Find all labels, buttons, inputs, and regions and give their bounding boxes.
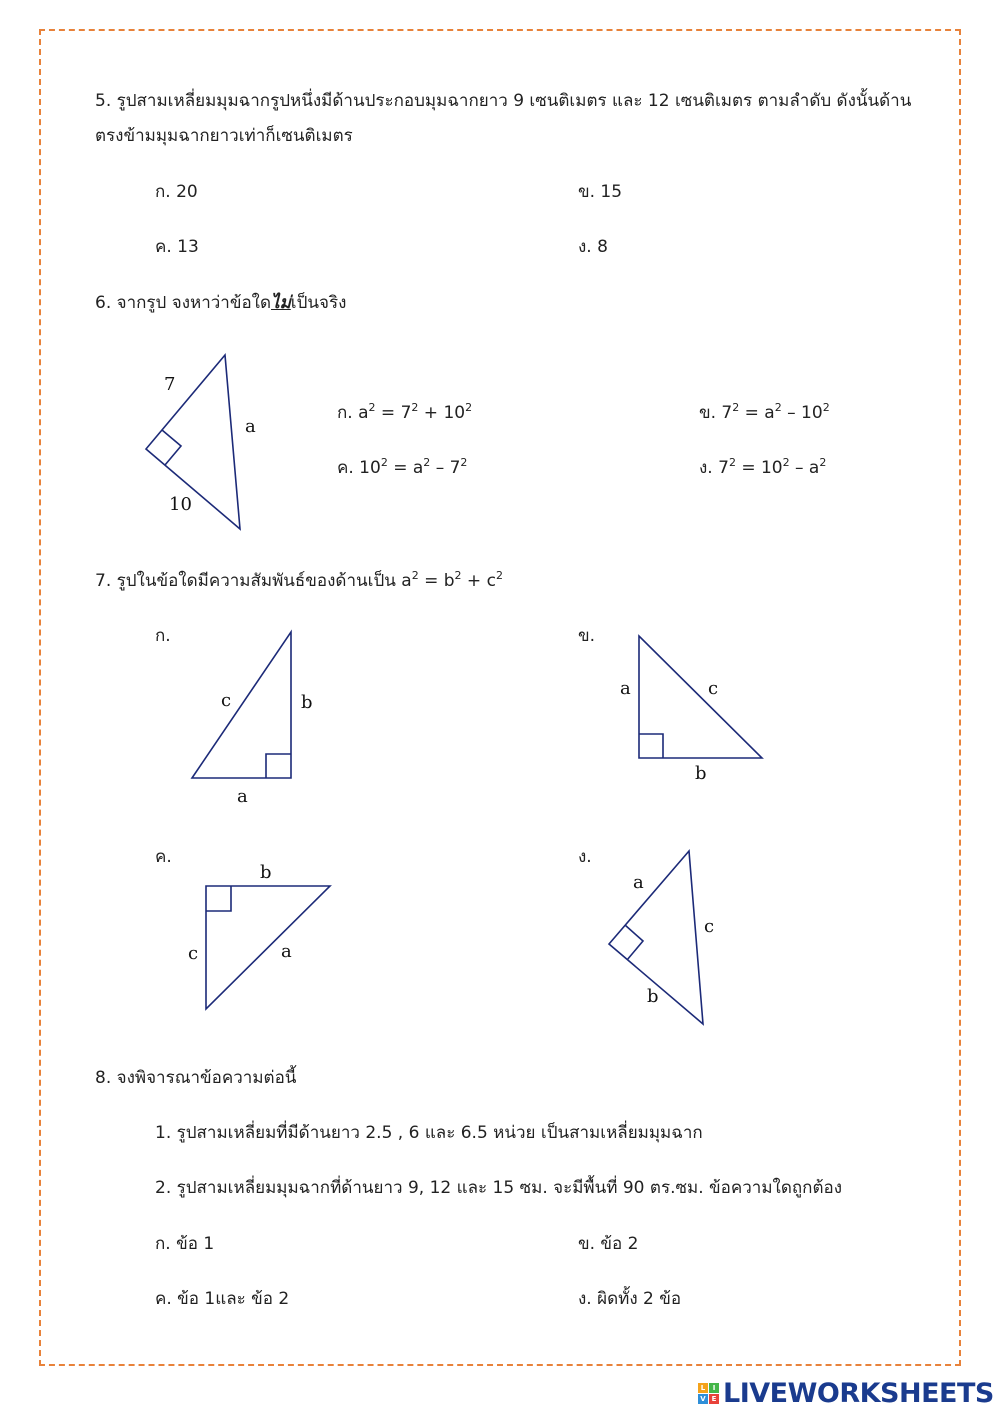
q7-right-angle-a — [266, 754, 291, 778]
q6-choice-c[interactable]: ค. $10^2 = a^2 - 7^2$ — [337, 456, 468, 478]
q7-choice-c-label[interactable]: ค. — [155, 847, 172, 867]
q6-suffix: เป็นจริง — [290, 293, 347, 313]
q7-a-side-b: b — [301, 692, 313, 713]
q5-choice-b[interactable]: ข. 15 — [578, 182, 623, 202]
q5-text-line1: 5. รูปสามเหลี่ยมมุมฉากรูปหนึ่งมีด้านประกอบมุมฉากยาว 9 เซนติเมตร และ 12 เซนติเมตร ตามลำดับ ดังนั้นด้าน — [95, 91, 912, 111]
liveworksheets-logo[interactable] — [698, 1378, 994, 1408]
q8-statement-2: 2. รูปสามเหลี่ยมมุมฉากที่ด้านยาว 9, 12 และ 15 ซม. จะมีพื้นที่ 90 ตร.ซม. ข้อความใดถูกต้อง — [155, 1178, 843, 1198]
q7-triangle-b — [639, 636, 762, 758]
q6-side-bottom: 10 — [169, 494, 192, 515]
q7-choice-a-label[interactable]: ก. — [155, 626, 171, 646]
q8-question: 8. จงพิจารณาข้อความต่อนี้ — [95, 1068, 297, 1088]
q5-text-line2: ตรงข้ามมุมฉากยาวเท่าก็เซนติเมตร — [95, 126, 353, 146]
q7-question: 7. รูปในข้อใดมีความสัมพันธ์ของด้านเป็น $a^2 = b^2 + c^2$ — [95, 569, 503, 591]
q5-choice-d[interactable]: ง. 8 — [578, 237, 608, 257]
q6-choice-a[interactable]: ก. $a^2 = 7^2 + 10^2$ — [337, 401, 473, 423]
q7-c-side-b: b — [260, 862, 272, 883]
q7-a-side-a: a — [237, 786, 248, 807]
liveworksheets-logo-text: LIVEWORKSHEETS — [723, 1377, 994, 1409]
q7-b-side-a: a — [620, 678, 631, 699]
q7-c-side-a: a — [281, 941, 292, 962]
q6-choice-b[interactable]: ข. $7^2 = a^2 - 10^2$ — [699, 401, 830, 423]
q6-side-right: a — [245, 416, 256, 437]
q6-emphasis: ไม่ — [271, 293, 291, 313]
q7-right-angle-b — [639, 734, 663, 758]
q7-a-side-c: c — [221, 690, 232, 711]
q7-b-side-c: c — [708, 678, 719, 699]
q6-choice-d[interactable]: ง. $7^2 = 10^2 - a^2$ — [699, 456, 827, 478]
q7-right-angle-d — [625, 925, 643, 960]
q8-choice-b[interactable]: ข. ข้อ 2 — [578, 1234, 639, 1254]
q7-d-side-c: c — [704, 916, 715, 937]
q8-choice-a[interactable]: ก. ข้อ 1 — [155, 1234, 215, 1254]
q7-c-side-c: c — [188, 943, 199, 964]
q8-choice-d[interactable]: ง. ผิดทั้ง 2 ข้อ — [578, 1289, 682, 1309]
q7-b-side-b: b — [695, 763, 707, 784]
q7-d-side-a: a — [633, 872, 644, 893]
q6-prefix: 6. จากรูป จงหาว่าข้อใด — [95, 293, 272, 313]
q8-statement-1: 1. รูปสามเหลี่ยมที่มีด้านยาว 2.5 , 6 และ 6.5 หน่วย เป็นสามเหลี่ยมมุมฉาก — [155, 1123, 703, 1143]
liveworksheets-logo-icon: L I V E — [698, 1383, 719, 1404]
q7-d-side-b: b — [647, 986, 659, 1007]
q7-triangle-a — [192, 632, 291, 778]
q5-choice-a[interactable]: ก. 20 — [155, 182, 198, 202]
q7-choice-d-label[interactable]: ง. — [578, 847, 592, 867]
q5-choice-c[interactable]: ค. 13 — [155, 237, 199, 257]
q7-triangle-c — [206, 886, 330, 1009]
q7-right-angle-c — [206, 886, 231, 911]
q8-choice-c[interactable]: ค. ข้อ 1และ ข้อ 2 — [155, 1289, 290, 1309]
q6-side-top: 7 — [164, 374, 176, 395]
q7-choice-b-label[interactable]: ข. — [578, 626, 596, 646]
